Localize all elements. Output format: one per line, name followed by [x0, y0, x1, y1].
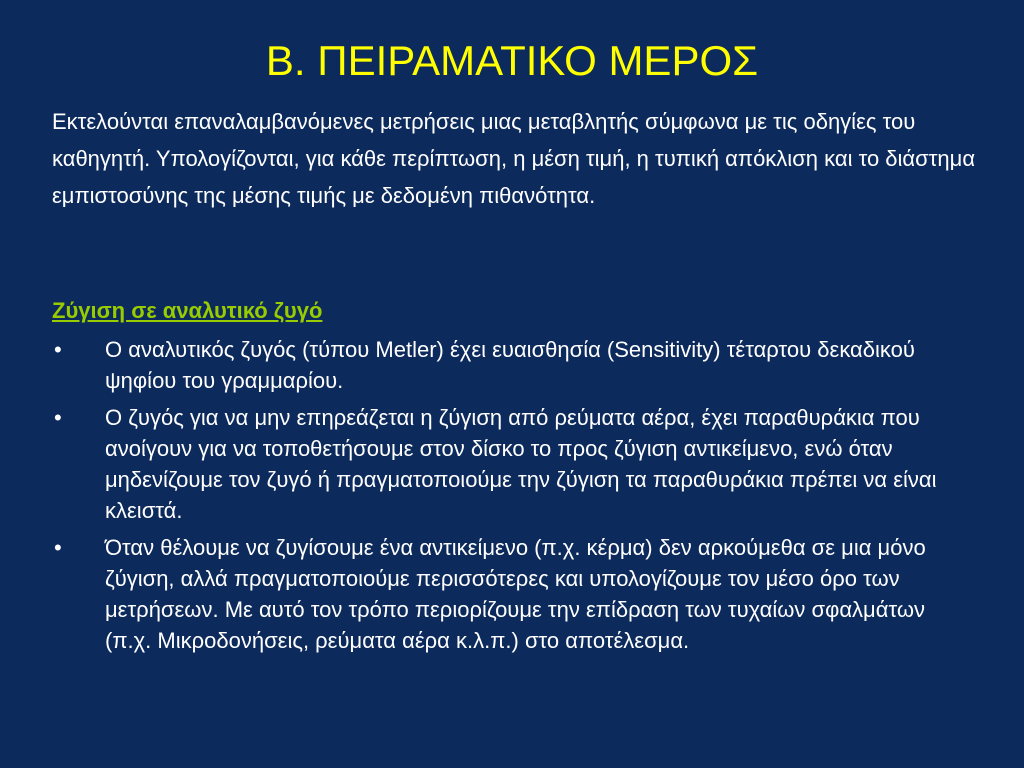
bullet-item-2 — [52, 402, 952, 526]
section-subheading: Ζύγιση σε αναλυτικό ζυγό — [52, 298, 323, 323]
bullet-item-3 — [52, 532, 952, 656]
bullet-text: Ο αναλυτικός ζυγός (τύπου Metler) έχει ευαισθησία (Sensitivity) τέταρτου δεκαδικού ψηφίου του γραμμαρίου. — [105, 337, 915, 393]
bullet-dot-icon: • — [54, 405, 62, 430]
bullet-text: Ο ζυγός για να μην επηρεάζεται η ζύγιση από ρεύματα αέρα, έχει παραθυράκια που ανοίγουν για να τοποθετήσουμε στον δίσκο το προς ζύγιση αντικείμενο, ενώ όταν μηδενίζουμε τον ζυγό ή πραγματοποιούμε την ζύγιση τα παραθυράκια πρέπει να είναι κλειστά. — [105, 405, 937, 523]
bullet-dot-icon: • — [54, 337, 62, 362]
bullet-dot-icon: • — [54, 535, 62, 560]
slide-title: Β. ΠΕΙΡΑΜΑΤΙΚΟ ΜΕΡΟΣ — [265, 37, 759, 84]
bullet-list — [52, 334, 952, 662]
bullet-text: Όταν θέλουμε να ζυγίσουμε ένα αντικείμενο (π.χ. κέρμα) δεν αρκούμεθα σε μια μόνο ζύγιση, αλλά πραγματοποιούμε περισσότερες και υπολογίζουμε τον μέσο όρο των μετρήσεων. Με αυτό τον τρόπο περιορίζουμε την επίδραση των τυχαίων σφαλμάτων (π.χ. Μικροδονήσεις, ρεύματα αέρα κ.λ.π.) στο αποτέλεσμα. — [105, 535, 926, 653]
bullet-item-1 — [52, 334, 952, 396]
intro-paragraph: Εκτελούνται επαναλαμβανόμενες μετρήσεις μιας μεταβλητής σύμφωνα με τις οδηγίες του καθηγητή. Υπολογίζονται, για κάθε περίπτωση, η μέση τιμή, η τυπική απόκλιση και το διάστημα εμπιστοσύνης της μέσης τιμής με δεδομένη πιθανότητα. — [52, 109, 976, 208]
